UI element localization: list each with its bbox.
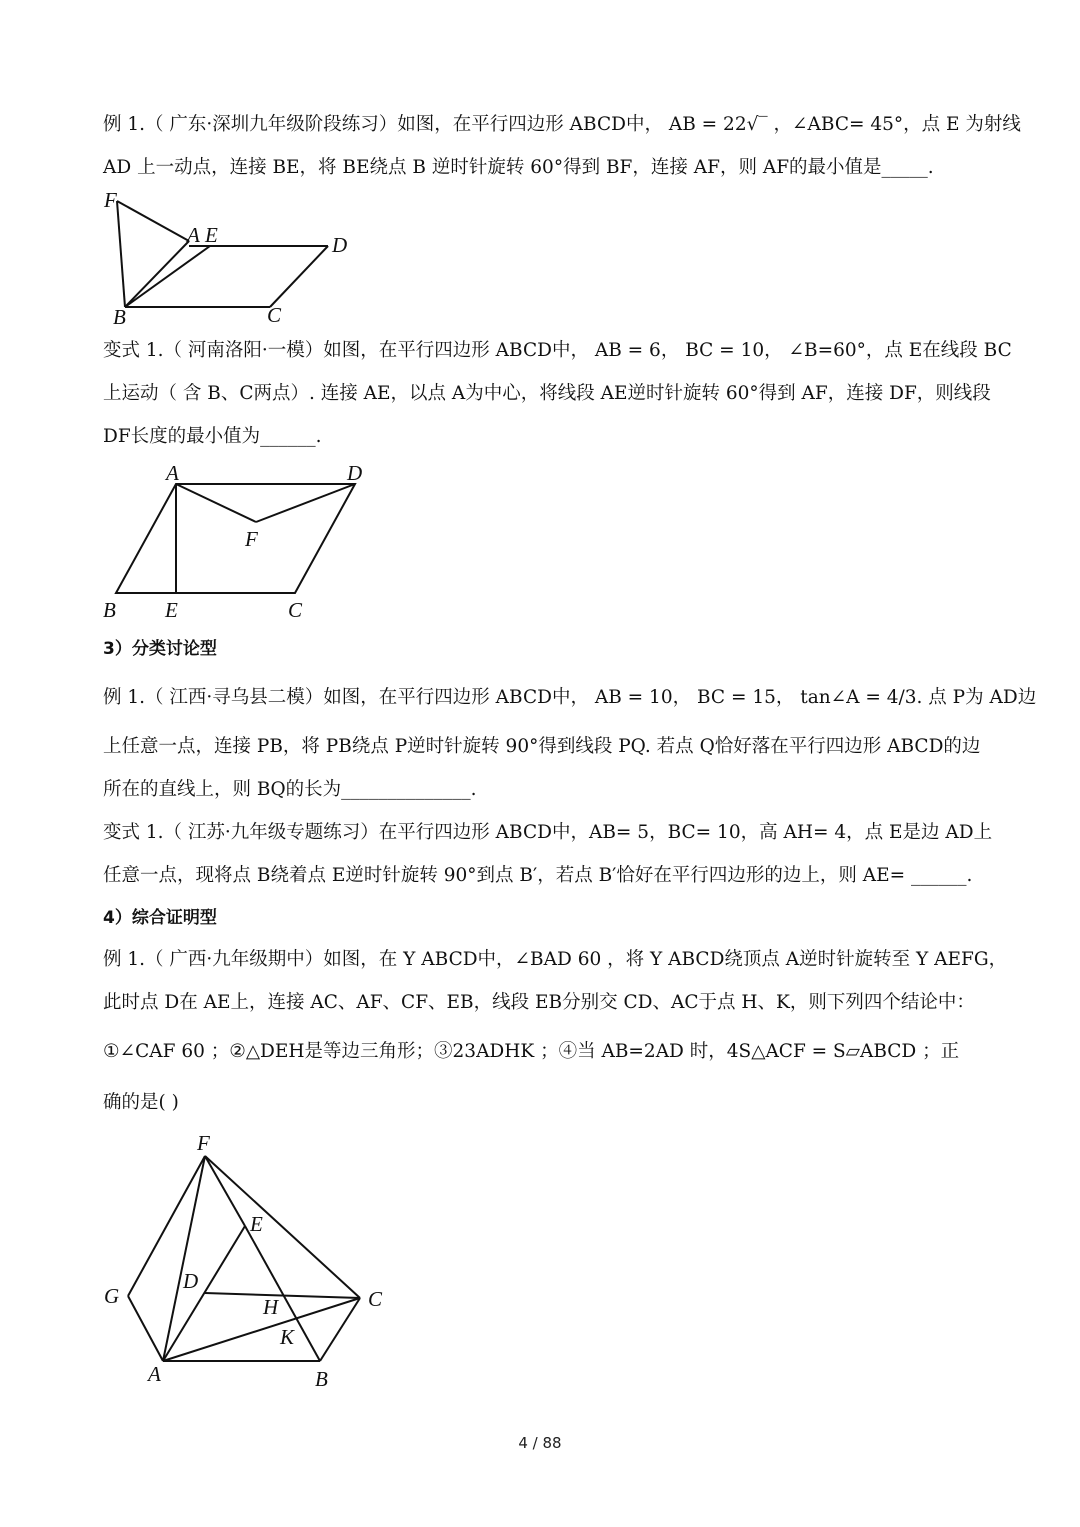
fig3-label-g: G <box>104 1284 120 1308</box>
page-number: 4 / 88 <box>518 1434 562 1452</box>
fig3-label-f: F <box>197 1131 210 1155</box>
ex3-line-1: 例 1.（ 广西·九年级期中）如图，在 Y ABCD中，∠BAD 60 ，将 Y ABCD绕顶点 A逆时针旋转至 Y AEFG， <box>103 949 1008 970</box>
fig1-label-e: E <box>205 223 218 247</box>
fig2-label-b: B <box>103 598 116 622</box>
ex2-line-3: 所在的直线上，则 BQ的长为______________. <box>103 779 477 800</box>
var1-line-1: 变式 1.（ 河南洛阳·一模）如图，在平行四边形 ABCD中， AB = 6， BC = 10， ∠B=60°，点 E在线段 BC <box>103 340 1012 361</box>
var2-line-2: 任意一点，现将点 B绕着点 E逆时针旋转 90°到点 B′，若点 B′恰好在平行四边形的边上，则 AE= ______. <box>103 865 973 886</box>
fig3-label-a: A <box>148 1362 161 1386</box>
figure-3-rotation <box>95 1128 405 1393</box>
var1-line-3: DF长度的最小值为______. <box>103 426 322 447</box>
fig3-label-k: K <box>280 1325 295 1349</box>
fig3-label-c: C <box>368 1287 383 1311</box>
ex1-line-1: 例 1.（ 广东·深圳九年级阶段练习）如图，在平行四边形 ABCD中， AB = 22√‾ ，∠ABC= 45°，点 E 为射线 <box>103 114 1021 135</box>
fig2-label-e: E <box>165 598 178 622</box>
fig1-label-d: D <box>332 233 348 257</box>
fig3-label-h: H <box>263 1295 279 1319</box>
ex1-line-2: AD 上一动点，连接 BE，将 BE绕点 B 逆时针旋转 60°得到 BF，连接 AF，则 AF的最小值是_____. <box>103 157 934 178</box>
fig2-label-d: D <box>347 461 363 485</box>
ex3-line-2: 此时点 D在 AE上，连接 AC、AF、CF、EB，线段 EB分别交 CD、AC于点 H、K，则下列四个结论中： <box>103 992 975 1013</box>
ex2-line-1: 例 1.（ 江西·寻乌县二模）如图，在平行四边形 ABCD中， AB = 10， BC = 15， tan∠A = 4/3. 点 P为 AD边 <box>103 687 1037 708</box>
fig1-label-c: C <box>267 303 282 327</box>
fig3-label-d: D <box>183 1269 199 1293</box>
fig2-label-f: F <box>245 527 258 551</box>
ex3-line-3: ①∠CAF 60 ；②△DEH是等边三角形；③23ADHK ；④当 AB=2AD 时，4S△ACF = S▱ABCD ；正 <box>103 1041 960 1062</box>
fig3-label-b: B <box>315 1367 328 1391</box>
var2-line-1: 变式 1.（ 江苏·九年级专题练习）在平行四边形 ABCD中，AB= 5，BC= 10，高 AH= 4，点 E是边 AD上 <box>103 822 993 843</box>
section-3-heading: 3）分类讨论型 <box>103 639 217 659</box>
fig2-label-c: C <box>288 598 303 622</box>
fig1-label-a: A <box>187 223 200 247</box>
fig1-label-b: B <box>113 305 126 329</box>
fig3-label-e: E <box>250 1212 263 1236</box>
figure-2-parallelogram <box>98 458 378 626</box>
fig2-label-a: A <box>166 461 179 485</box>
ex2-line-2: 上任意一点，连接 PB，将 PB绕点 P逆时针旋转 90°得到线段 PQ. 若点 Q恰好落在平行四边形 ABCD的边 <box>103 736 981 757</box>
section-4-heading: 4）综合证明型 <box>103 908 217 928</box>
ex3-line-4: 确的是( ) <box>103 1092 179 1113</box>
fig1-label-f: F <box>104 188 117 212</box>
figure-1-parallelogram <box>95 188 365 330</box>
var1-line-2: 上运动（ 含 B、C两点）. 连接 AE，以点 A为中心，将线段 AE逆时针旋转 60°得到 AF，连接 DF，则线段 <box>103 383 991 404</box>
